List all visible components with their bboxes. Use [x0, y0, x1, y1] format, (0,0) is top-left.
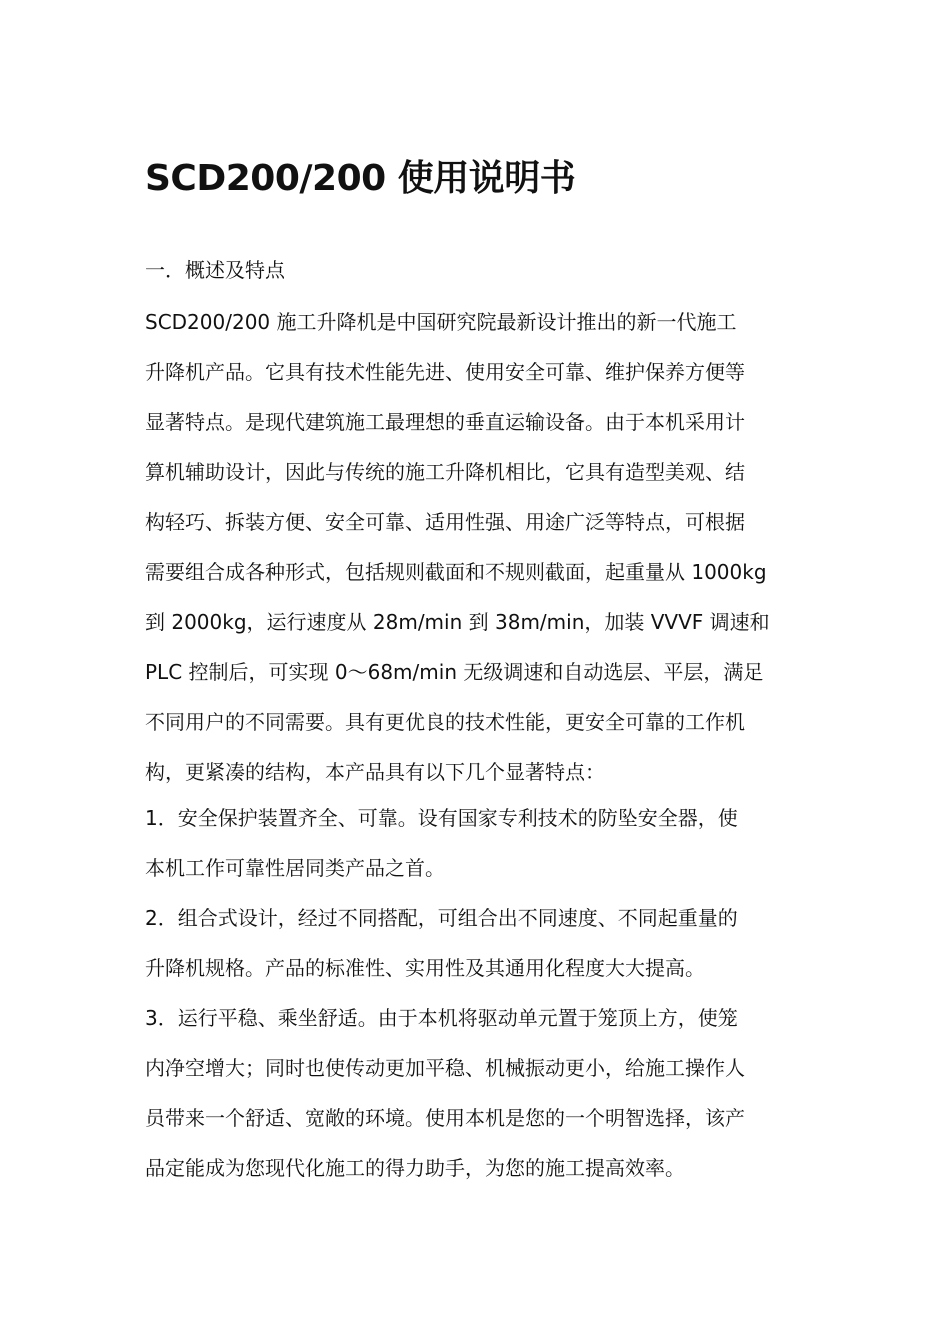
paragraph-line: 员带来一个舒适、宽敞的环境。使用本机是您的一个明智选择，该产 [145, 1106, 745, 1130]
paragraph-line: 到 2000kg，运行速度从 28m/min 到 38m/min，加装 VVVF 调速和 [145, 610, 770, 634]
paragraph-line: 2．组合式设计，经过不同搭配，可组合出不同速度、不同起重量的 [145, 906, 738, 930]
paragraph-line: 不同用户的不同需要。具有更优良的技术性能，更安全可靠的工作机 [145, 710, 745, 734]
paragraph-line: 显著特点。是现代建筑施工最理想的垂直运输设备。由于本机采用计 [145, 410, 745, 434]
paragraph-line: PLC 控制后，可实现 0～68m/min 无级调速和自动选层、平层，满足 [145, 660, 764, 684]
feature-item-1 [145, 793, 807, 893]
paragraph-line: 升降机产品。它具有技术性能先进、使用安全可靠、维护保养方便等 [145, 360, 745, 384]
paragraph-line: 升降机规格。产品的标准性、实用性及其通用化程度大大提高。 [145, 956, 705, 980]
paragraph-line: SCD200/200 施工升降机是中国研究院最新设计推出的新一代施工 [145, 310, 737, 334]
feature-item-2 [145, 893, 807, 993]
intro-paragraph [145, 297, 807, 797]
paragraph-line: 算机辅助设计，因此与传统的施工升降机相比，它具有造型美观、结 [145, 460, 745, 484]
section-heading: 一．概述及特点 [145, 258, 285, 282]
paragraph-line: 本机工作可靠性居同类产品之首。 [145, 856, 445, 880]
paragraph-line: 3．运行平稳、乘坐舒适。由于本机将驱动单元置于笼顶上方，使笼 [145, 1006, 738, 1030]
paragraph-line: 1．安全保护装置齐全、可靠。设有国家专利技术的防坠安全器，使 [145, 806, 738, 830]
feature-item-3 [145, 993, 807, 1193]
document-title: SCD200/200 使用说明书 [145, 158, 576, 199]
paragraph-line: 需要组合成各种形式，包括规则截面和不规则截面，起重量从 1000kg [145, 560, 767, 584]
paragraph-line: 构，更紧凑的结构，本产品具有以下几个显著特点： [145, 760, 605, 784]
paragraph-line: 内净空增大；同时也使传动更加平稳、机械振动更小，给施工操作人 [145, 1056, 745, 1080]
paragraph-line: 品定能成为您现代化施工的得力助手，为您的施工提高效率。 [145, 1156, 685, 1180]
paragraph-line: 构轻巧、拆装方便、安全可靠、适用性强、用途广泛等特点，可根据 [145, 510, 745, 534]
